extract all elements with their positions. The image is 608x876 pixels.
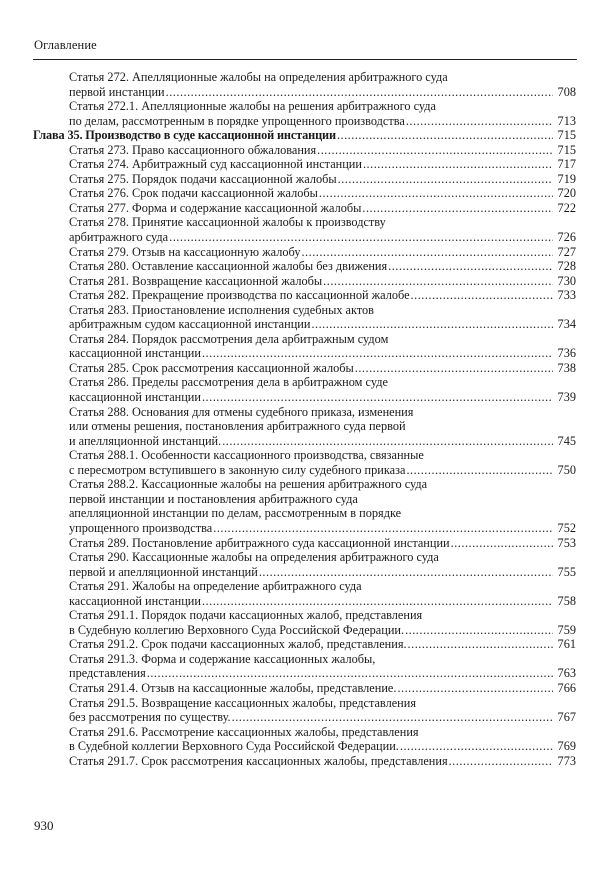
toc-entry-text: Статья 274. Арбитражный суд кассационной инстанции [69, 157, 362, 172]
toc-leader-dots [202, 594, 553, 609]
header-rule [33, 59, 577, 60]
toc-entry[interactable] [33, 448, 576, 477]
toc-page-number: 720 [557, 186, 576, 201]
toc-leader-dots [355, 361, 553, 376]
toc-entry[interactable] [33, 99, 576, 128]
toc-page-number: 726 [557, 230, 576, 245]
toc-page-number: 739 [557, 390, 576, 405]
toc-entry[interactable] [33, 259, 576, 274]
toc-entry-text: Статья 291.7. Срок рассмотрения кассационных жалобы, представления [69, 753, 448, 768]
toc-entry-text: Статья 288.1. Особенности кассационного производства, связанные [69, 448, 424, 463]
toc-entry-text: Статья 285. Срок рассмотрения кассационной жалобы [69, 360, 354, 375]
toc-leader-dots [405, 623, 553, 638]
toc-leader-dots [166, 85, 553, 100]
toc-page-number: 753 [557, 535, 576, 550]
toc-entry[interactable] [33, 274, 576, 289]
toc-entry[interactable] [33, 405, 576, 449]
toc-page-number: 728 [557, 259, 576, 274]
toc-leader-dots [388, 259, 553, 274]
toc-entry-text: Статья 275. Порядок подачи кассационной жалобы [69, 171, 337, 186]
toc-page-number: 713 [557, 113, 576, 128]
toc-entry-text: по делам, рассмотренным в порядке упрощенного производства [69, 113, 405, 128]
toc-entry[interactable] [33, 332, 576, 361]
toc-entry-text: Статья 288. Основания для отмены судебного приказа, изменения [69, 404, 414, 419]
toc-page-number: 758 [557, 593, 576, 608]
toc-entry[interactable] [33, 70, 576, 99]
toc-entry-text: апелляционной инстанции по делам, рассмотренным в порядке [69, 506, 402, 521]
toc-entry-text: кассационной инстанции [69, 593, 201, 608]
toc-page-number: 719 [557, 171, 576, 186]
toc-leader-dots [337, 128, 553, 143]
toc-entry-text: первой и апелляционной инстанций [69, 564, 258, 579]
toc-leader-dots [338, 172, 553, 187]
toc-entry[interactable] [33, 245, 576, 260]
toc-entry-text: Статья 291.4. Отзыв на кассационные жалобы, представление. [69, 680, 397, 695]
toc-leader-dots [232, 710, 553, 725]
toc-entry-text: или отмены решения, постановления арбитражного суда первой [69, 419, 406, 434]
toc-entry[interactable] [33, 201, 576, 216]
toc-page-number: 761 [557, 637, 576, 652]
toc-entry[interactable] [33, 375, 576, 404]
toc-entry-text: Статья 278. Принятие кассационной жалобы к производству [69, 215, 386, 230]
toc-entry-text: Статья 272. Апелляционные жалобы на определения арбитражного суда [69, 70, 448, 84]
table-of-contents [33, 70, 576, 768]
toc-entry-text: арбитражного суда [69, 230, 169, 245]
toc-leader-dots [362, 201, 553, 216]
toc-page-number: 745 [557, 433, 576, 448]
toc-leader-dots [222, 434, 553, 449]
toc-entry-text: Статья 282. Прекращение производства по кассационной жалобе [69, 288, 410, 303]
toc-page-number: 763 [557, 666, 576, 681]
toc-entry-text: Статья 291.5. Возвращение кассационных жалобы, представления [69, 695, 416, 710]
toc-page-number: 734 [557, 317, 576, 332]
toc-leader-dots [363, 157, 553, 172]
toc-page-number: 767 [557, 710, 576, 725]
toc-entry-text: арбитражным судом кассационной инстанции [69, 317, 311, 332]
toc-page-number: 755 [557, 564, 576, 579]
toc-leader-dots [213, 521, 553, 536]
toc-page-number: 738 [557, 360, 576, 375]
toc-entry-text: Статья 291.3. Форма и содержание кассационных жалобы, [69, 651, 376, 666]
toc-chapter-entry[interactable] [33, 128, 576, 143]
toc-entry[interactable] [33, 143, 576, 158]
toc-entry[interactable] [33, 652, 576, 681]
toc-page-number: 708 [557, 84, 576, 99]
toc-entry-text: Статья 286. Пределы рассмотрения дела в арбитражном суде [69, 375, 388, 390]
toc-page-number: 752 [557, 520, 576, 535]
toc-entry-text: Статья 279. Отзыв на кассационную жалобу [69, 244, 301, 259]
toc-entry[interactable] [33, 172, 576, 187]
toc-leader-dots [317, 143, 553, 158]
toc-entry[interactable] [33, 725, 576, 754]
toc-entry-text: Глава 35. Производство в суде кассационной инстанции [33, 128, 336, 143]
toc-entry-text: и апелляционной инстанций. [69, 433, 222, 448]
toc-page-number: 769 [557, 739, 576, 754]
toc-entry-text: первой инстанции [69, 84, 165, 99]
toc-page-number: 750 [557, 462, 576, 477]
toc-entry-text: Статья 273. Право кассационного обжалования [69, 142, 317, 157]
toc-entry[interactable] [33, 288, 576, 303]
toc-entry-text: представления [69, 666, 146, 681]
page-number: 930 [34, 818, 54, 833]
toc-page-number: 717 [557, 157, 576, 172]
toc-entry-text: кассационной инстанции [69, 390, 201, 405]
toc-leader-dots [323, 274, 553, 289]
toc-page-number: 715 [557, 142, 576, 157]
toc-leader-dots [169, 230, 553, 245]
toc-page-number: 733 [557, 288, 576, 303]
toc-entry[interactable] [33, 477, 576, 535]
toc-leader-dots [411, 288, 553, 303]
toc-leader-dots [400, 739, 553, 754]
toc-entry-text: Статья 290. Кассационные жалобы на определения арбитражного суда [69, 550, 439, 565]
page-header-title: Оглавление [34, 38, 97, 52]
toc-entry-text: Статья 291.1. Порядок подачи кассационных жалоб, представления [69, 608, 423, 623]
toc-leader-dots [451, 536, 553, 551]
toc-leader-dots [311, 317, 553, 332]
toc-leader-dots [449, 754, 553, 769]
toc-entry[interactable] [33, 361, 576, 376]
toc-page-number: 727 [557, 244, 576, 259]
toc-entry[interactable] [33, 681, 576, 696]
toc-page-number: 722 [557, 200, 576, 215]
toc-entry-text: Статья 276. Срок подачи кассационной жалобы [69, 186, 318, 201]
toc-leader-dots [397, 681, 553, 696]
toc-entry-text: упрощенного производства [69, 520, 213, 535]
toc-entry-text: Статья 284. Порядок рассмотрения дела арбитражным судом [69, 331, 389, 346]
toc-entry[interactable] [33, 579, 576, 608]
toc-entry[interactable] [33, 303, 576, 332]
toc-leader-dots [301, 245, 553, 260]
toc-leader-dots [202, 346, 553, 361]
toc-entry-text: с пересмотром вступившего в законную силу судебного приказа [69, 462, 406, 477]
toc-leader-dots [147, 666, 553, 681]
toc-leader-dots [202, 390, 553, 405]
toc-entry-text: Статья 289. Постановление арбитражного суда кассационной инстанции [69, 535, 450, 550]
toc-leader-dots [406, 463, 553, 478]
toc-leader-dots [408, 637, 553, 652]
toc-entry[interactable] [33, 550, 576, 579]
toc-page-number: 736 [557, 346, 576, 361]
toc-leader-dots [406, 114, 553, 129]
toc-leader-dots [319, 186, 553, 201]
toc-entry[interactable] [33, 637, 576, 652]
toc-entry-text: Статья 291.6. Рассмотрение кассационных жалобы, представления [69, 724, 419, 739]
toc-entry[interactable] [33, 157, 576, 172]
toc-page-number: 730 [557, 273, 576, 288]
toc-entry[interactable] [33, 186, 576, 201]
toc-page-number: 715 [557, 128, 576, 143]
toc-entry-text: в Судебной коллегии Верховного Суда Российской Федерации. [69, 739, 399, 754]
toc-entry[interactable] [33, 608, 576, 637]
toc-entry-text: Статья 280. Оставление кассационной жалобы без движения [69, 259, 388, 274]
toc-page-number: 759 [557, 622, 576, 637]
toc-entry[interactable] [33, 536, 576, 551]
toc-entry-text: Статья 291. Жалобы на определение арбитражного суда [69, 579, 362, 594]
toc-entry-text: первой инстанции и постановления арбитражного суда [69, 491, 358, 506]
toc-entry-text: Статья 288.2. Кассационные жалобы на решения арбитражного суда [69, 477, 428, 492]
toc-page-number: 766 [557, 680, 576, 695]
toc-entry-text: Статья 272.1. Апелляционные жалобы на решения арбитражного суда [69, 99, 436, 114]
toc-entry-text: Статья 283. Приостановление исполнения судебных актов [69, 302, 374, 317]
toc-entry-text: без рассмотрения по существу. [69, 710, 231, 725]
toc-entry-text: кассационной инстанции [69, 346, 201, 361]
toc-entry-text: Статья 277. Форма и содержание кассационной жалобы [69, 200, 362, 215]
toc-leader-dots [259, 565, 553, 580]
toc-entry[interactable] [33, 754, 576, 769]
toc-entry-text: в Судебную коллегию Верховного Суда Российской Федерации. [69, 622, 405, 637]
toc-entry[interactable] [33, 215, 576, 244]
toc-page-number: 773 [557, 753, 576, 768]
toc-entry[interactable] [33, 696, 576, 725]
toc-entry-text: Статья 281. Возвращение кассационной жалобы [69, 273, 323, 288]
toc-entry-text: Статья 291.2. Срок подачи кассационных жалоб, представления. [69, 637, 407, 652]
